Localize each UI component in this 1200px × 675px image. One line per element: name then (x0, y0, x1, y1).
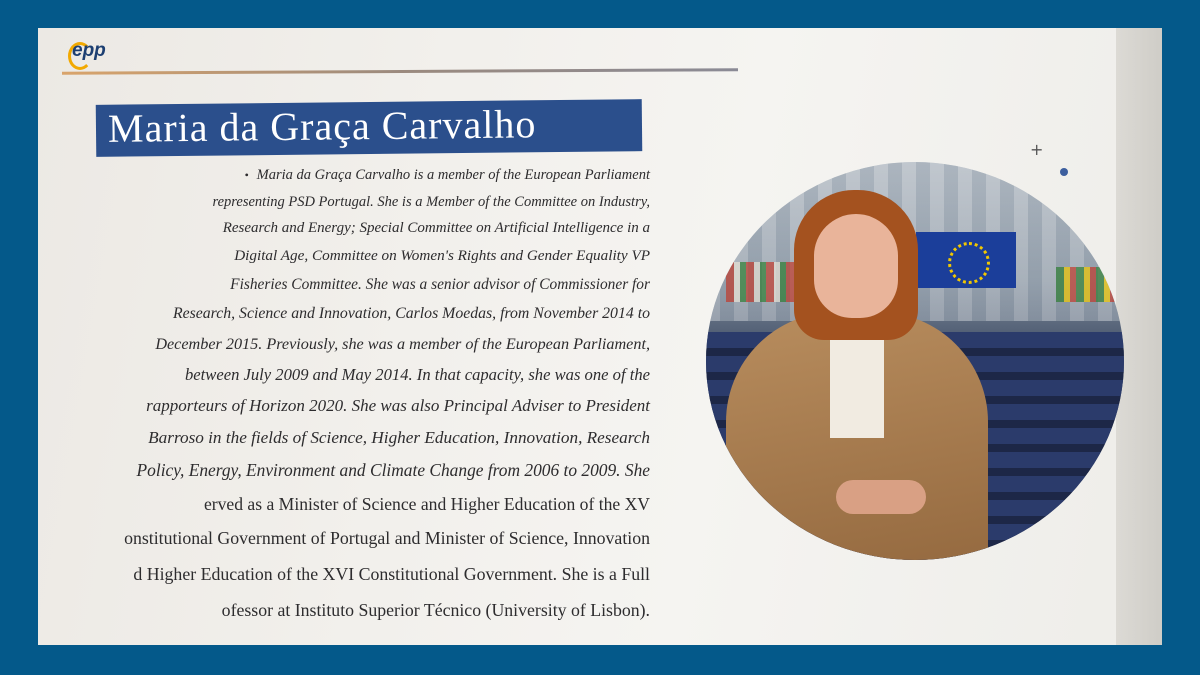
bio-line: onstitutional Government of Portugal and Minister of Science, Innovation (124, 528, 650, 548)
bio-line: ofessor at Instituto Superior Técnico (University of Lisbon). (221, 600, 650, 620)
bio-line: December 2015. Previously, she was a member of the European Parliament, (155, 335, 650, 353)
bio-line: • Maria da Graça Carvalho is a member of the European Parliament (244, 167, 650, 183)
biography-text (38, 162, 650, 628)
bullet-icon: • (244, 168, 249, 182)
person-hands (836, 480, 926, 514)
bio-line: Research, Science and Innovation, Carlos Moedas, from November 2014 to (172, 305, 650, 322)
person-top (830, 338, 884, 438)
bio-line: representing PSD Portugal. She is a Member of the Committee on Industry, (212, 194, 650, 210)
flags-right (1056, 267, 1116, 302)
brochure-photo (38, 28, 1162, 645)
bio-line: Policy, Energy, Environment and Climate Change from 2006 to 2009. She (136, 460, 650, 480)
plus-mark-icon: + (1030, 140, 1044, 159)
page-title: Maria da Graça Carvalho (107, 101, 537, 151)
bio-line: d Higher Education of the XVI Constitutional Government. She is a Full (133, 564, 650, 584)
header-rule (62, 68, 738, 75)
bio-line: Fisheries Committee. She was a senior advisor of Commissioner for (230, 276, 650, 293)
bio-line: Digital Age, Committee on Women's Rights and Gender Equality VP (234, 247, 650, 264)
bio-line: erved as a Minister of Science and Higher Education of the XV (203, 494, 650, 514)
bio-line: Barroso in the fields of Science, Higher Education, Innovation, Research (148, 428, 650, 447)
epp-logo: epp (72, 40, 106, 61)
portrait-photo (706, 162, 1124, 560)
eu-stars-icon (948, 242, 990, 284)
dot-mark-icon (1060, 168, 1068, 176)
eu-flag-icon (916, 232, 1016, 288)
person-face (814, 214, 898, 318)
bio-line: Research and Energy; Special Committee on Artificial Intelligence in a (222, 220, 650, 236)
bio-line: rapporteurs of Horizon 2020. She was also Principal Adviser to President (146, 396, 650, 415)
bio-line: between July 2009 and May 2014. In that capacity, she was one of the (185, 365, 650, 384)
flags-left (726, 262, 796, 302)
